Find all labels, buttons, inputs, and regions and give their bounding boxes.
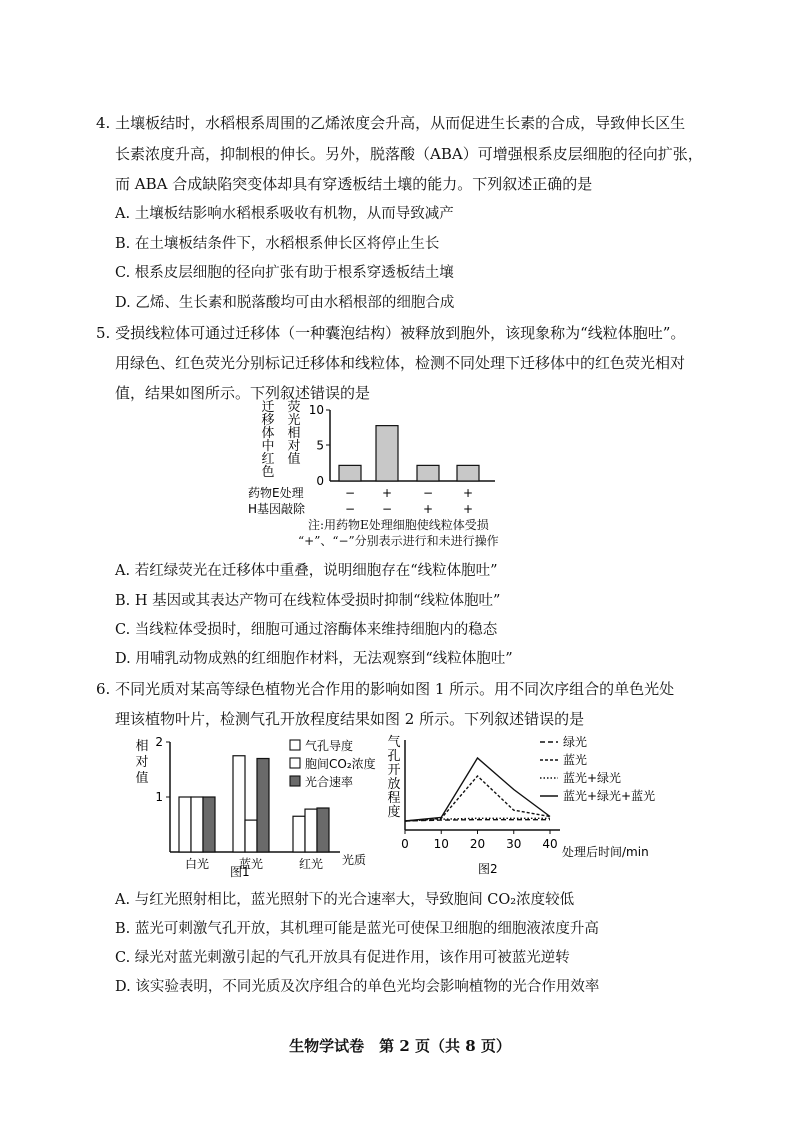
f61-xlabel: 光质 xyxy=(342,853,367,867)
q5-ylabel-inner-char: 值 xyxy=(287,452,301,467)
q5-knockout-sign: − xyxy=(381,502,393,516)
q5-knockout-sign: − xyxy=(344,502,356,516)
q5-ylabel-inner-char: 对 xyxy=(287,439,301,454)
q5-knockout-sign: + xyxy=(462,502,474,516)
f61-bar xyxy=(245,820,257,852)
f61-legend-label: 光合速率 xyxy=(305,775,354,789)
f61-legend-swatch xyxy=(290,758,300,768)
f61-legend-swatch xyxy=(290,740,300,750)
f62-title: 图2 xyxy=(478,862,498,876)
q5-row-label-knockout: H基因敲除 xyxy=(248,502,306,516)
q5-ylabel-inner-char: 光 xyxy=(287,413,301,428)
q5-ylabel-outer-char: 迁 xyxy=(261,400,275,415)
q6-stem-line-1: 6. 不同光质对某高等绿色植物光合作用的影响如图 1 所示。用不同次序组合的单色光处 xyxy=(96,680,675,698)
f62-series-line xyxy=(405,758,550,821)
f61-ytick-label: 1 xyxy=(155,790,163,804)
q6-option-c: C. 绿光对蓝光刺激引起的气孔开放具有促进作用，该作用可被蓝光逆转 xyxy=(115,950,570,966)
f61-ylabel-char: 值 xyxy=(135,771,149,786)
q5-knockout-sign: + xyxy=(422,502,434,516)
q4-option-a: A. 土壤板结影响水稻根系吸收有机物，从而导致减产 xyxy=(115,206,454,222)
f61-bar xyxy=(233,756,245,852)
f61-ytick-label: 2 xyxy=(155,735,163,749)
f61-bar xyxy=(293,816,305,852)
q4-stem-line-3: 而 ABA 合成缺陷突变体却具有穿透板结土壤的能力。下列叙述正确的是 xyxy=(115,175,593,193)
page-footer: 生物学试卷 第 2 页（共 8 页） xyxy=(289,1037,511,1055)
f61-category-label: 红光 xyxy=(298,857,324,871)
q6-figure1-bar-chart xyxy=(130,730,390,880)
f62-legend-label: 蓝光+绿光+蓝光 xyxy=(563,789,656,803)
q5-note-2: “+”、“−”分别表示进行和未进行操作 xyxy=(298,534,499,548)
q6-figure2-line-chart xyxy=(387,730,680,880)
f61-bar xyxy=(191,797,203,852)
f62-xtick-label: 20 xyxy=(469,837,486,851)
q5-drug-sign: − xyxy=(344,486,356,500)
f62-ylabel-char: 放 xyxy=(387,777,401,792)
q4-option-c: C. 根系皮层细胞的径向扩张有助于根系穿透板结土壤 xyxy=(115,265,454,281)
q6-option-d: D. 该实验表明，不同光质及次序组合的单色光均会影响植物的光合作用效率 xyxy=(115,979,600,995)
f62-legend-label: 蓝光+绿光 xyxy=(563,771,622,785)
f61-bar xyxy=(179,797,191,852)
q5-ylabel-outer-char: 红 xyxy=(261,452,275,467)
q6-option-a: A. 与红光照射相比，蓝光照射下的光合速率大，导致胞间 CO₂浓度较低 xyxy=(115,892,575,908)
q5-ylabel-inner-char: 荧 xyxy=(287,400,301,415)
q5-stem-line-1: 5. 受损线粒体可通过迁移体（一种囊泡结构）被释放到胞外，该现象称为“线粒体胞吐”。 xyxy=(96,324,686,342)
q5-bar xyxy=(457,465,479,481)
q5-drug-sign: + xyxy=(381,486,393,500)
f62-ylabel-char: 孔 xyxy=(387,749,401,764)
q5-ylabel-outer-char: 色 xyxy=(261,465,275,480)
f61-bar xyxy=(257,759,269,853)
f61-bar xyxy=(305,809,317,852)
q5-ylabel-outer-char: 体 xyxy=(261,426,275,441)
f61-bar xyxy=(317,808,329,852)
f62-xtick-label: 10 xyxy=(433,837,449,851)
q5-drug-sign: − xyxy=(422,486,434,500)
q4-stem-line-2: 长素浓度升高，抑制根的伸长。另外，脱落酸（ABA）可增强根系皮层细胞的径向扩张， xyxy=(115,145,703,163)
f62-ylabel-char: 开 xyxy=(387,763,401,778)
f62-ylabel-char: 度 xyxy=(387,805,401,820)
q4-option-d: D. 乙烯、生长素和脱落酸均可由水稻根部的细胞合成 xyxy=(115,295,455,311)
f61-category-label: 蓝光 xyxy=(238,857,264,871)
q5-ylabel-outer-char: 移 xyxy=(261,413,275,428)
f61-legend-swatch xyxy=(290,776,300,786)
f61-legend-label: 胞间CO₂浓度 xyxy=(305,757,376,771)
f62-xtick-label: 0 xyxy=(401,837,409,851)
f62-ylabel-char: 气 xyxy=(387,735,401,750)
f62-legend-label: 绿光 xyxy=(563,735,588,749)
q4-option-b: B. 在土壤板结条件下，水稻根系伸长区将停止生长 xyxy=(115,236,440,252)
q6-stem-line-2: 理该植物叶片，检测气孔开放程度结果如图 2 所示。下列叙述错误的是 xyxy=(115,710,585,728)
q5-option-c: C. 当线粒体受损时，细胞可通过溶酶体来维持细胞内的稳态 xyxy=(115,622,498,638)
q5-ytick-label: 10 xyxy=(308,403,324,417)
q5-drug-sign: + xyxy=(462,486,474,500)
q5-ytick-label: 0 xyxy=(316,474,324,488)
q5-ylabel-outer-char: 中 xyxy=(261,439,275,454)
q4-stem-line-1: 4. 土壤板结时，水稻根系周围的乙烯浓度会升高，从而促进生长素的合成，导致伸长区生 xyxy=(96,114,686,132)
q5-option-b: B. H 基因或其表达产物可在线粒体受损时抑制“线粒体胞吐” xyxy=(115,593,501,609)
q5-stem-line-3: 值，结果如图所示。下列叙述错误的是 xyxy=(115,384,371,402)
q5-ytick-label: 5 xyxy=(316,438,324,453)
f62-ylabel-char: 程 xyxy=(387,791,401,806)
q5-stem-line-2: 用绿色、红色荧光分别标记迁移体和线粒体，检测不同处理下迁移体中的红色荧光相对 xyxy=(115,354,686,372)
q5-note-1: 注:用药物E处理细胞使线粒体受损 xyxy=(308,518,489,532)
f61-title: 图1 xyxy=(230,865,250,879)
f61-ylabel-char: 对 xyxy=(135,755,149,770)
f62-xlabel: 处理后时间/min xyxy=(562,845,649,859)
f61-legend-label: 气孔导度 xyxy=(305,739,354,753)
f61-category-label: 白光 xyxy=(184,857,210,871)
f62-xtick-label: 40 xyxy=(542,837,558,851)
f62-xtick-label: 30 xyxy=(506,837,522,851)
q5-ylabel-inner-char: 相 xyxy=(287,426,301,441)
q5-option-a: A. 若红绿荧光在迁移体中重叠，说明细胞存在“线粒体胞吐” xyxy=(115,563,498,579)
f62-series-line xyxy=(405,776,550,821)
q5-bar xyxy=(376,426,398,481)
q6-option-b: B. 蓝光可刺激气孔开放，其机理可能是蓝光可使保卫细胞的细胞液浓度升高 xyxy=(115,921,599,937)
q5-bar xyxy=(339,465,361,481)
q5-row-label-drug: 药物E处理 xyxy=(248,486,304,500)
f61-ylabel-char: 相 xyxy=(135,739,149,754)
f62-legend-label: 蓝光 xyxy=(563,753,588,767)
q5-bar xyxy=(417,465,439,481)
q5-option-d: D. 用哺乳动物成熟的红细胞作材料，无法观察到“线粒体胞吐” xyxy=(115,651,513,667)
f61-bar xyxy=(203,797,215,852)
